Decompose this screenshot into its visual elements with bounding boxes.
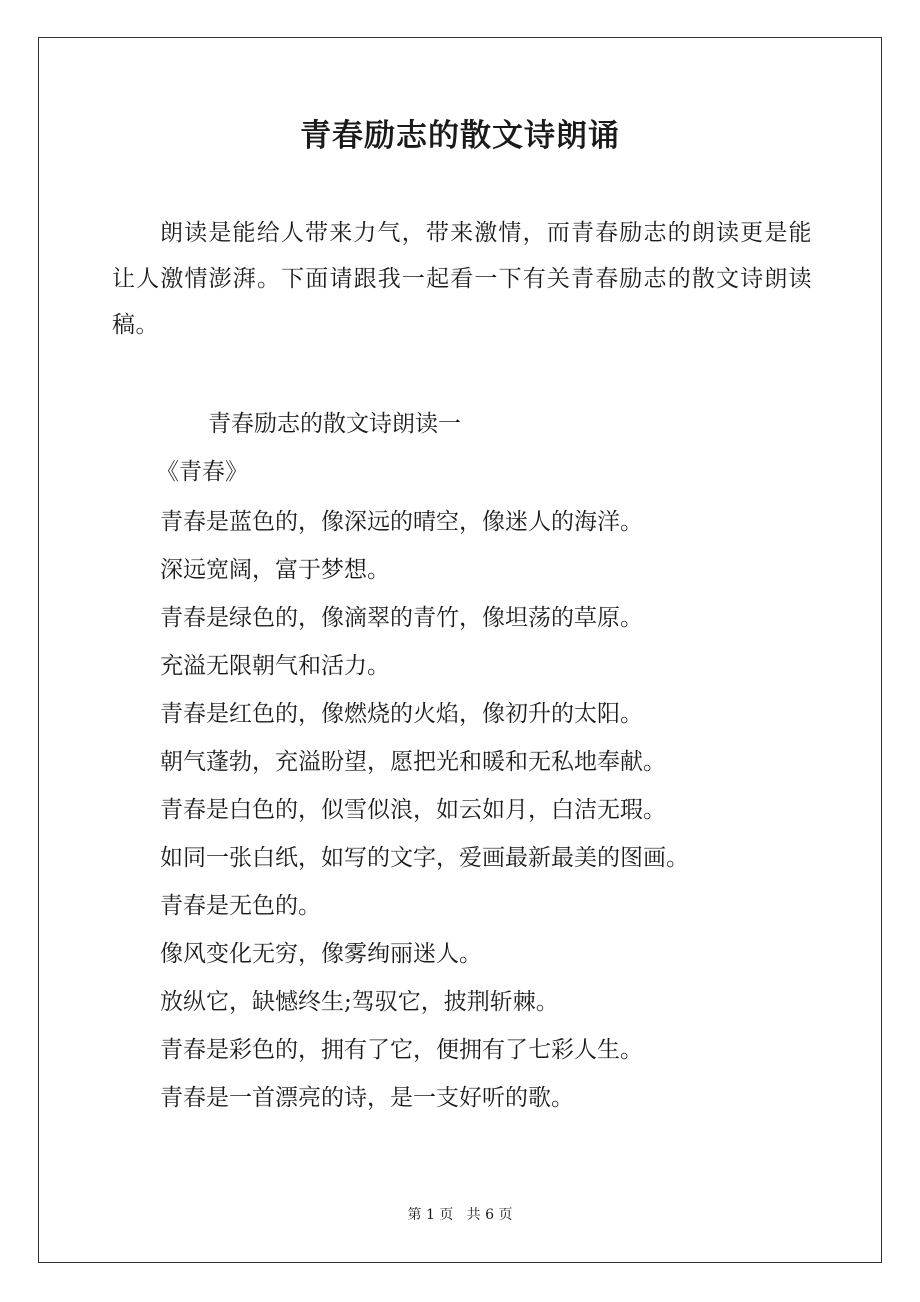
section-heading: 青春励志的散文诗朗读一 [208,411,461,437]
poem-line: 朝气蓬勃，充溢盼望，愿把光和暖和无私地奉献。 [160,749,666,775]
poem-lines [160,500,689,1124]
poem-line: 青春是绿色的，像滴翠的青竹，像坦荡的草原。 [160,605,643,631]
poem-line: 如同一张白纸，如写的文字，爱画最新最美的图画。 [160,845,689,871]
poem-line: 青春是彩色的，拥有了它，便拥有了七彩人生。 [160,1037,643,1063]
poem-line: 充溢无限朝气和活力。 [160,653,390,679]
poem-line: 青春是蓝色的，像深远的晴空，像迷人的海洋。 [160,509,643,535]
poem-line: 青春是白色的，似雪似浪，如云如月，白洁无瑕。 [160,797,666,823]
poem-title: 《青春》 [156,459,248,485]
intro-paragraph: 朗读是能给人带来力气，带来激情，而青春励志的朗读更是能让人激情澎湃。下面请跟我一起看一下有关青春励志的散文诗朗读稿。 [112,220,812,338]
page-footer: 第 1 页 共 6 页 [407,1207,513,1223]
poem-line: 青春是一首漂亮的诗，是一支好听的歌。 [160,1085,574,1111]
document-title: 青春励志的散文诗朗诵 [300,118,620,154]
poem-line: 像风变化无穷，像雾绚丽迷人。 [160,941,482,967]
poem-line: 放纵它，缺憾终生;驾驭它，披荆斩棘。 [160,989,559,1015]
poem-line: 青春是红色的，像燃烧的火焰，像初升的太阳。 [160,701,643,727]
poem-line: 青春是无色的。 [160,893,321,919]
poem-line: 深远宽阔，富于梦想。 [160,557,390,583]
